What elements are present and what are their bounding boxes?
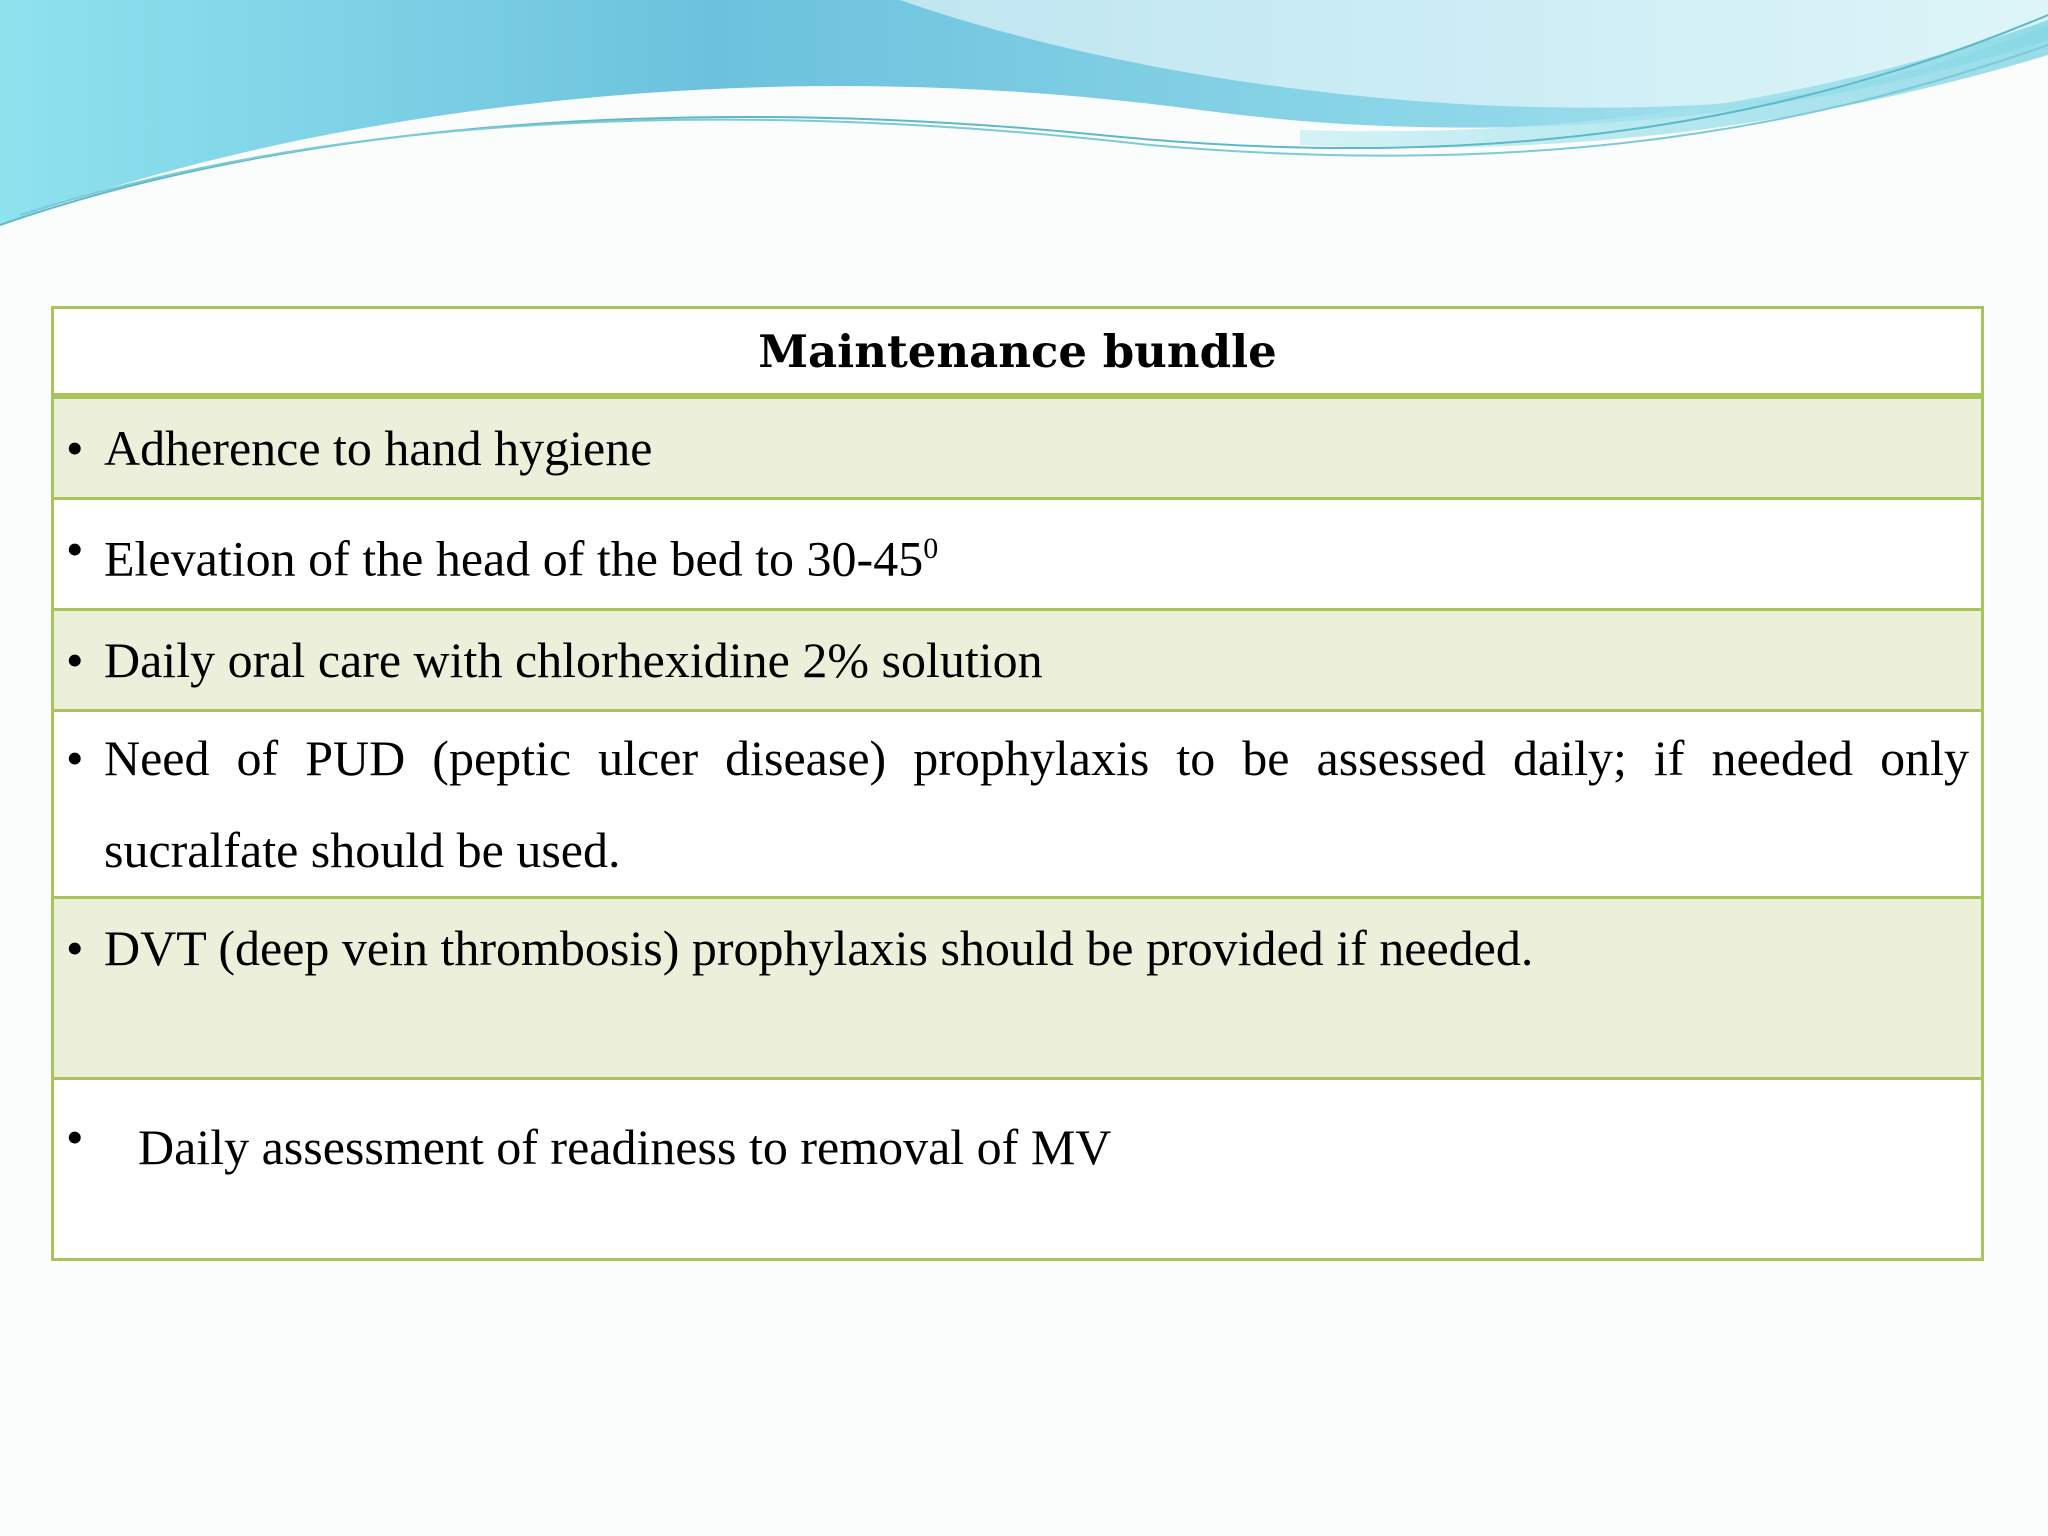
table-cell <box>53 609 1983 710</box>
bullet-marker: • <box>66 1108 84 1165</box>
bullet-marker: • <box>66 919 84 976</box>
table-cell <box>53 396 1983 499</box>
table-cell <box>53 499 1983 610</box>
bundle-item-text <box>104 500 1969 608</box>
degree-superscript: 0 <box>923 532 939 565</box>
bullet-marker: • <box>66 521 84 577</box>
table-row <box>53 710 1983 897</box>
bundle-item-main: Elevation of the head of the bed to 30-45 <box>104 530 924 587</box>
table-cell <box>53 710 1983 897</box>
bundle-item-text: Adherence to hand hygiene <box>104 420 653 476</box>
bullet-marker: • <box>66 729 84 786</box>
table-cell <box>53 897 1983 1078</box>
maintenance-bundle-table <box>51 306 1984 1261</box>
bullet-marker: • <box>66 631 84 688</box>
table-row <box>53 1078 1983 1259</box>
table-row <box>53 609 1983 710</box>
bundle-item-text: Daily oral care with chlorhexidine 2% solution <box>104 631 1043 688</box>
bundle-item-text: Need of PUD (peptic ulcer disease) prophylaxis to be assessed daily; if needed only sucralfate should be used. <box>104 729 1969 878</box>
table-cell <box>53 1078 1983 1259</box>
bullet-marker: • <box>66 420 84 476</box>
table-header-row <box>53 308 1983 397</box>
table-row <box>53 499 1983 610</box>
table-row <box>53 396 1983 499</box>
bundle-item-text: DVT (deep vein thrombosis) prophylaxis should be provided if needed. <box>104 919 1534 976</box>
table-row <box>53 897 1983 1078</box>
table-heading: Maintenance bundle <box>53 308 1983 397</box>
header-wave-decoration <box>0 0 2048 240</box>
bundle-item-text: Daily assessment of readiness to removal of MV <box>138 1118 1112 1175</box>
